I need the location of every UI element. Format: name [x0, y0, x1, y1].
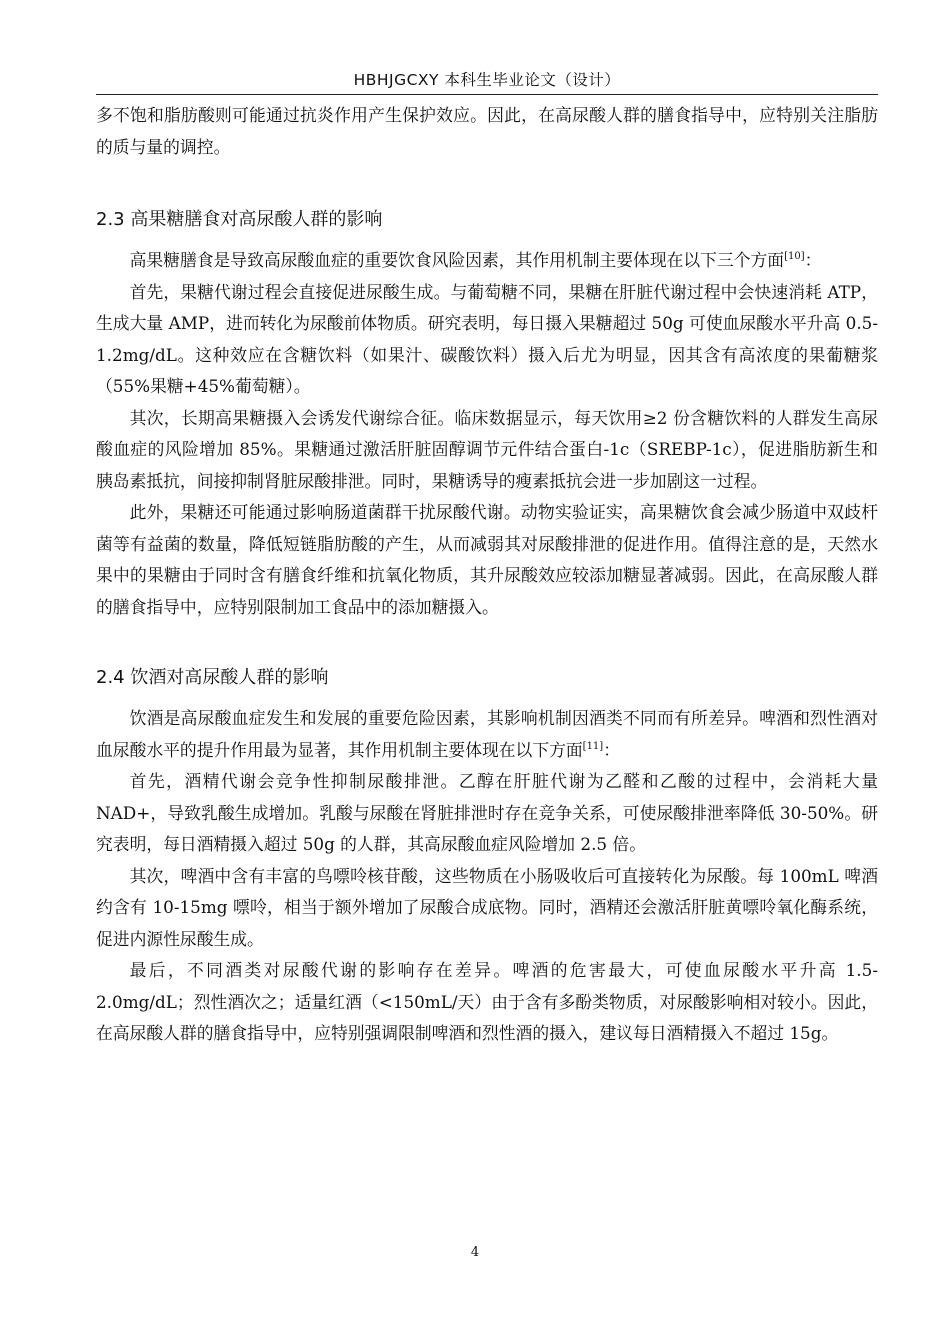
citation-ref: [10]	[784, 251, 805, 262]
paragraph-continued: 多不饱和脂肪酸则可能通过抗炎作用产生保护效应。因此，在高尿酸人群的膳食指导中，应特别关注脂肪的质与量的调控。	[96, 105, 878, 157]
header-title: HBHJGCXY 本科生毕业论文（设计）	[353, 71, 621, 89]
citation-ref: [11]	[582, 740, 604, 752]
paragraph-tail: ：	[603, 739, 620, 760]
paragraph: 首先，酒精代谢会竞争性抑制尿酸排泄。乙醇在肝脏代谢为乙醛和乙酸的过程中，会消耗大量 NAD+，导致乳酸生成增加。乳酸与尿酸在肾脏排泄时存在竞争关系，可使尿酸排泄率降低 30-50%。研究表明，每日酒精摄入超过 50g 的人群，其高尿酸血症风险增加 2.5 倍。	[96, 771, 878, 854]
paragraph	[96, 703, 878, 766]
paragraph: 首先，果糖代谢过程会直接促进尿酸生成。与葡萄糖不同，果糖在肝脏代谢过程中会快速消耗 ATP，生成大量 AMP，进而转化为尿酸前体物质。研究表明，每日摄入果糖超过 50g 可使血尿酸水平升高 0.5-1.2mg/dL。这种效应在含糖饮料（如果汁、碳酸饮料）摄入后尤为明显，因其含有高浓度的果葡糖浆（55%果糖+45%葡萄糖）。	[96, 281, 878, 396]
paragraph-tail: ：	[804, 250, 822, 270]
page-number: 4	[470, 1245, 480, 1260]
section-heading-2-3: 2.3 高果糖膳食对高尿酸人群的影响	[96, 209, 383, 230]
paragraph: 最后，不同酒类对尿酸代谢的影响存在差异。啤酒的危害最大，可使血尿酸水平升高 1.5-2.0mg/dL；烈性酒次之；适量红酒（<150mL/天）由于含有多酚类物质，对尿酸影响相对较小。因此，在高尿酸人群的膳食指导中，应特别强调限制啤酒和烈性酒的摄入，建议每日酒精摄入不超过 15g。	[96, 960, 878, 1043]
paragraph	[96, 245, 878, 277]
paragraph: 其次，啤酒中含有丰富的鸟嘌呤核苷酸，这些物质在小肠吸收后可直接转化为尿酸。每 100mL 啤酒约含有 10-15mg 嘌呤，相当于额外增加了尿酸合成底物。同时，酒精还会激活肝脏黄嘌呤氧化酶系统，促进内源性尿酸生成。	[96, 865, 878, 949]
paragraph-text: 饮酒是高尿酸血症发生和发展的重要危险因素，其影响机制因酒类不同而有所差异。啤酒和烈性酒对血尿酸水平的提升作用最为显著，其作用机制主要体现在以下方面	[96, 708, 878, 760]
paragraph: 此外，果糖还可能通过影响肠道菌群干扰尿酸代谢。动物实验证实，高果糖饮食会减少肠道中双歧杆菌等有益菌的数量，降低短链脂肪酸的产生，从而减弱其对尿酸排泄的促进作用。值得注意的是，天然水果中的果糖由于同时含有膳食纤维和抗氧化物质，其升尿酸效应较添加糖显著减弱。因此，在高尿酸人群的膳食指导中，应特别限制加工食品中的添加糖摄入。	[96, 502, 878, 617]
section-heading-2-4: 2.4 饮酒对高尿酸人群的影响	[96, 667, 329, 688]
page-header	[96, 70, 878, 95]
paragraph-text: 高果糖膳食是导致高尿酸血症的重要饮食风险因素，其作用机制主要体现在以下三个方面	[129, 250, 785, 270]
document-body	[96, 100, 878, 1050]
paragraph: 其次，长期高果糖摄入会诱发代谢综合征。临床数据显示，每天饮用≥2 份含糖饮料的人群发生高尿酸血症的风险增加 85%。果糖通过激活肝脏固醇调节元件结合蛋白-1c（SREBP-1c），促进脂肪新生和胰岛素抵抗，间接抑制肾脏尿酸排泄。同时，果糖诱导的瘦素抵抗会进一步加剧这一过程。	[96, 407, 878, 491]
